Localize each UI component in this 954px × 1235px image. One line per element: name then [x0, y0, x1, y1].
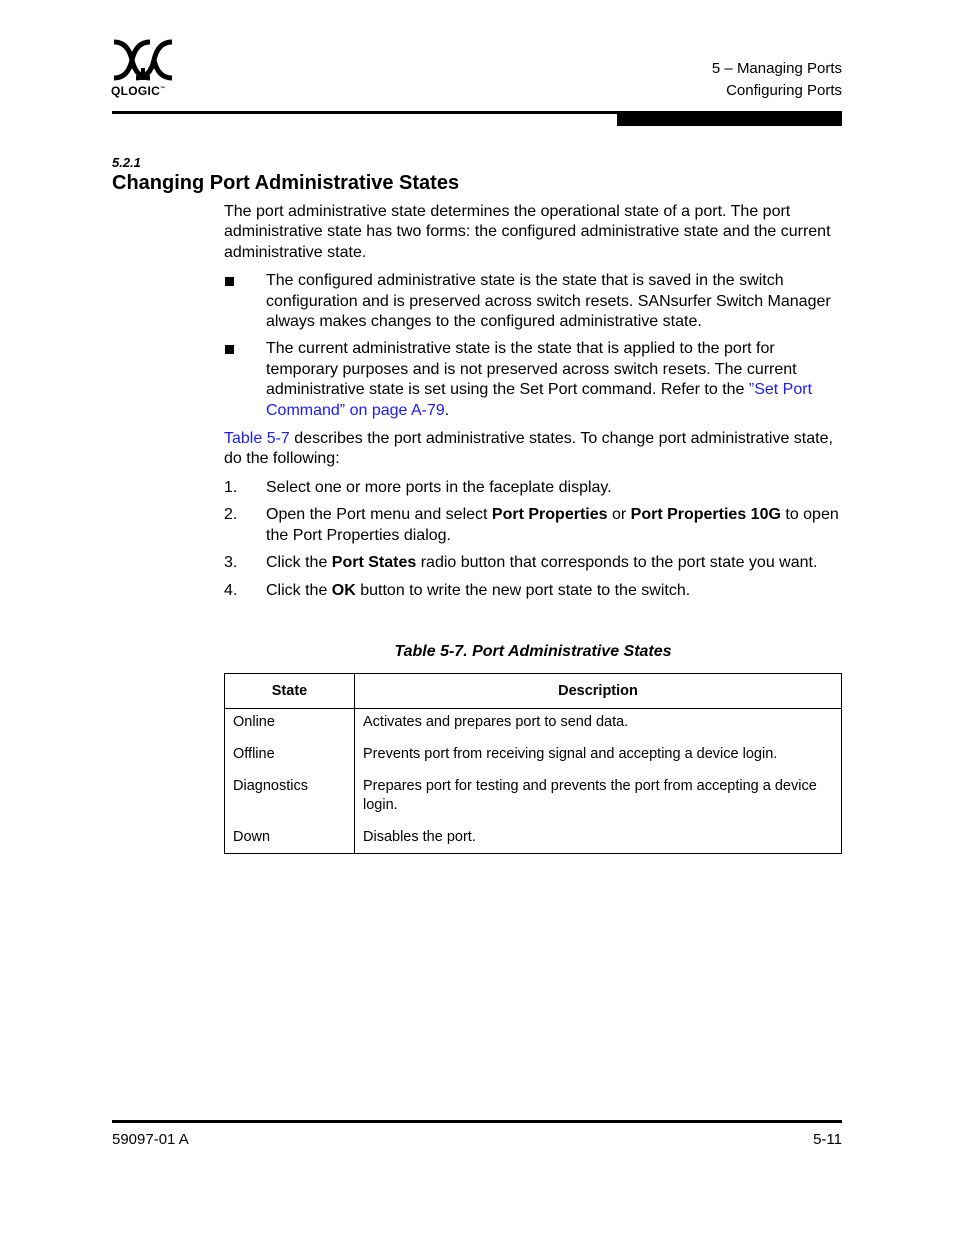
description-cell: Prevents port from receiving signal and accepting a device login.	[355, 732, 842, 764]
list-item: The configured administrative state is the state that is saved in the switch configuration and is preserved across switch resets. SANsurfer Switch Manager always makes changes to the configured administrative state.	[224, 271, 842, 332]
running-header	[712, 58, 842, 102]
table-reference-paragraph: Table 5-7 describes the port administrative states. To change port administrative state, do the following:	[224, 430, 833, 468]
table-row	[225, 709, 842, 733]
table-header-row	[225, 674, 842, 709]
header-chapter: 5 – Managing Ports	[711, 60, 842, 77]
steps-list	[224, 478, 842, 601]
table-row	[225, 815, 842, 854]
step-item: 1. Select one or more ports in the faceplate display.	[224, 478, 612, 496]
table-row	[225, 732, 842, 764]
header-section: Configuring Ports	[726, 82, 842, 99]
table-5-7-link[interactable]: Table 5-7	[224, 430, 290, 448]
state-cell: Down	[225, 815, 355, 854]
footer-rule	[112, 1120, 842, 1123]
intro-paragraph: The port administrative state determines the operational state of a port. The port administrative state has two forms: the configured administrative state and the current administrative state.	[224, 203, 831, 261]
list-item: The current administrative state is the state that is applied to the port for temporary purposes and is not preserved across switch resets. The current administrative state is set using the Set Port command. Refer to the ”Set Port Command” on page A-79.	[224, 339, 842, 421]
square-bullet-icon	[225, 277, 234, 286]
state-cell: Offline	[225, 732, 355, 764]
description-cell: Prepares port for testing and prevents the port from accepting a device login.	[355, 764, 842, 815]
step-item: 4. Click the OK button to write the new port state to the switch.	[224, 581, 691, 599]
step-item: 3. Click the Port States radio button that corresponds to the port state you want.	[224, 554, 818, 572]
body-text	[224, 202, 842, 608]
section-title: Changing Port Administrative States	[112, 172, 460, 194]
state-cell: Online	[225, 709, 355, 733]
logo-wordmark: QLOGIC™	[111, 84, 166, 98]
state-cell: Diagnostics	[225, 764, 355, 815]
step-item: 2. Open the Port menu and select Port Properties or Port Properties 10G to open the Port Properties dialog.	[224, 506, 839, 544]
table-row	[225, 764, 842, 815]
description-cell: Activates and prepares port to send data.	[355, 709, 842, 733]
description-cell: Disables the port.	[355, 815, 842, 854]
table-caption: Table 5-7. Port Administrative States	[394, 643, 672, 660]
port-states-table	[224, 673, 842, 854]
set-port-command-link[interactable]: ”Set Port Command” on page A-79	[266, 381, 813, 419]
document-number: 59097-01 A	[112, 1131, 189, 1148]
square-bullet-icon	[225, 345, 234, 354]
column-header-description: Description	[355, 674, 842, 709]
bullet-list	[224, 271, 842, 421]
page-number: 5-11	[813, 1131, 842, 1148]
header-tab-bar	[617, 113, 842, 126]
column-header-state: State	[225, 674, 355, 709]
section-number: 5.2.1	[112, 155, 141, 170]
